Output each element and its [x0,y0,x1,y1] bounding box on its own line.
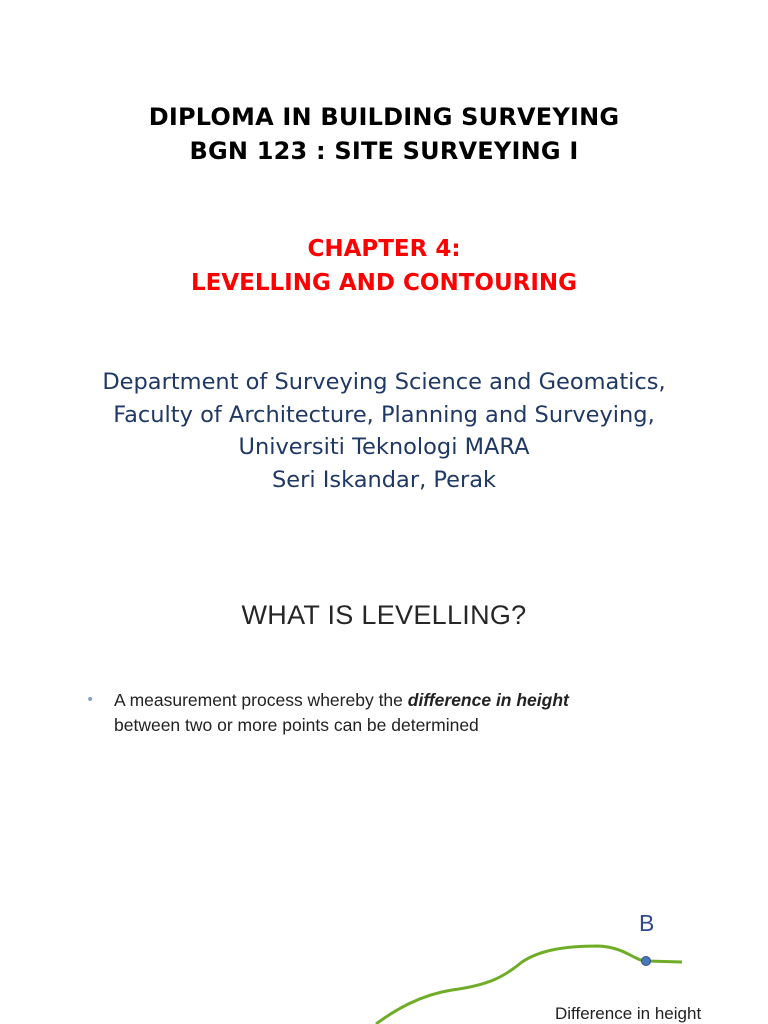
terrain-diagram [0,880,768,1024]
bullet-text [114,688,726,738]
difference-in-height-caption: Difference in height [555,1004,702,1023]
point-b-label: B [639,910,655,936]
chapter-title: LEVELLING AND CONTOURING [190,270,578,296]
bullet-marker-icon: • [86,692,95,708]
faculty-name: Faculty of Architecture, Planning and Surveying, [113,401,655,428]
bullet-item [86,688,726,738]
bullet-text-before: A measurement process whereby the [114,690,408,710]
department-block [0,366,768,496]
chapter-number: CHAPTER 4: [307,236,461,262]
department-name: Department of Surveying Science and Geomatics, [102,369,666,395]
bullet-text-after: between two or more points can be determined [114,715,479,735]
chapter-title-block [0,232,768,300]
university-name: Universiti Teknologi MARA [238,434,530,460]
bullet-emphasis: difference in height [407,690,569,710]
point-b-marker [642,957,651,966]
program-title: DIPLOMA IN BUILDING SURVEYING [148,103,620,131]
campus-location: Seri Iskandar, Perak [271,466,497,493]
course-title-block [0,100,768,168]
section-heading-block [0,597,768,633]
section-heading: WHAT IS LEVELLING? [241,600,527,630]
course-code-title: BGN 123 : SITE SURVEYING I [189,137,579,165]
